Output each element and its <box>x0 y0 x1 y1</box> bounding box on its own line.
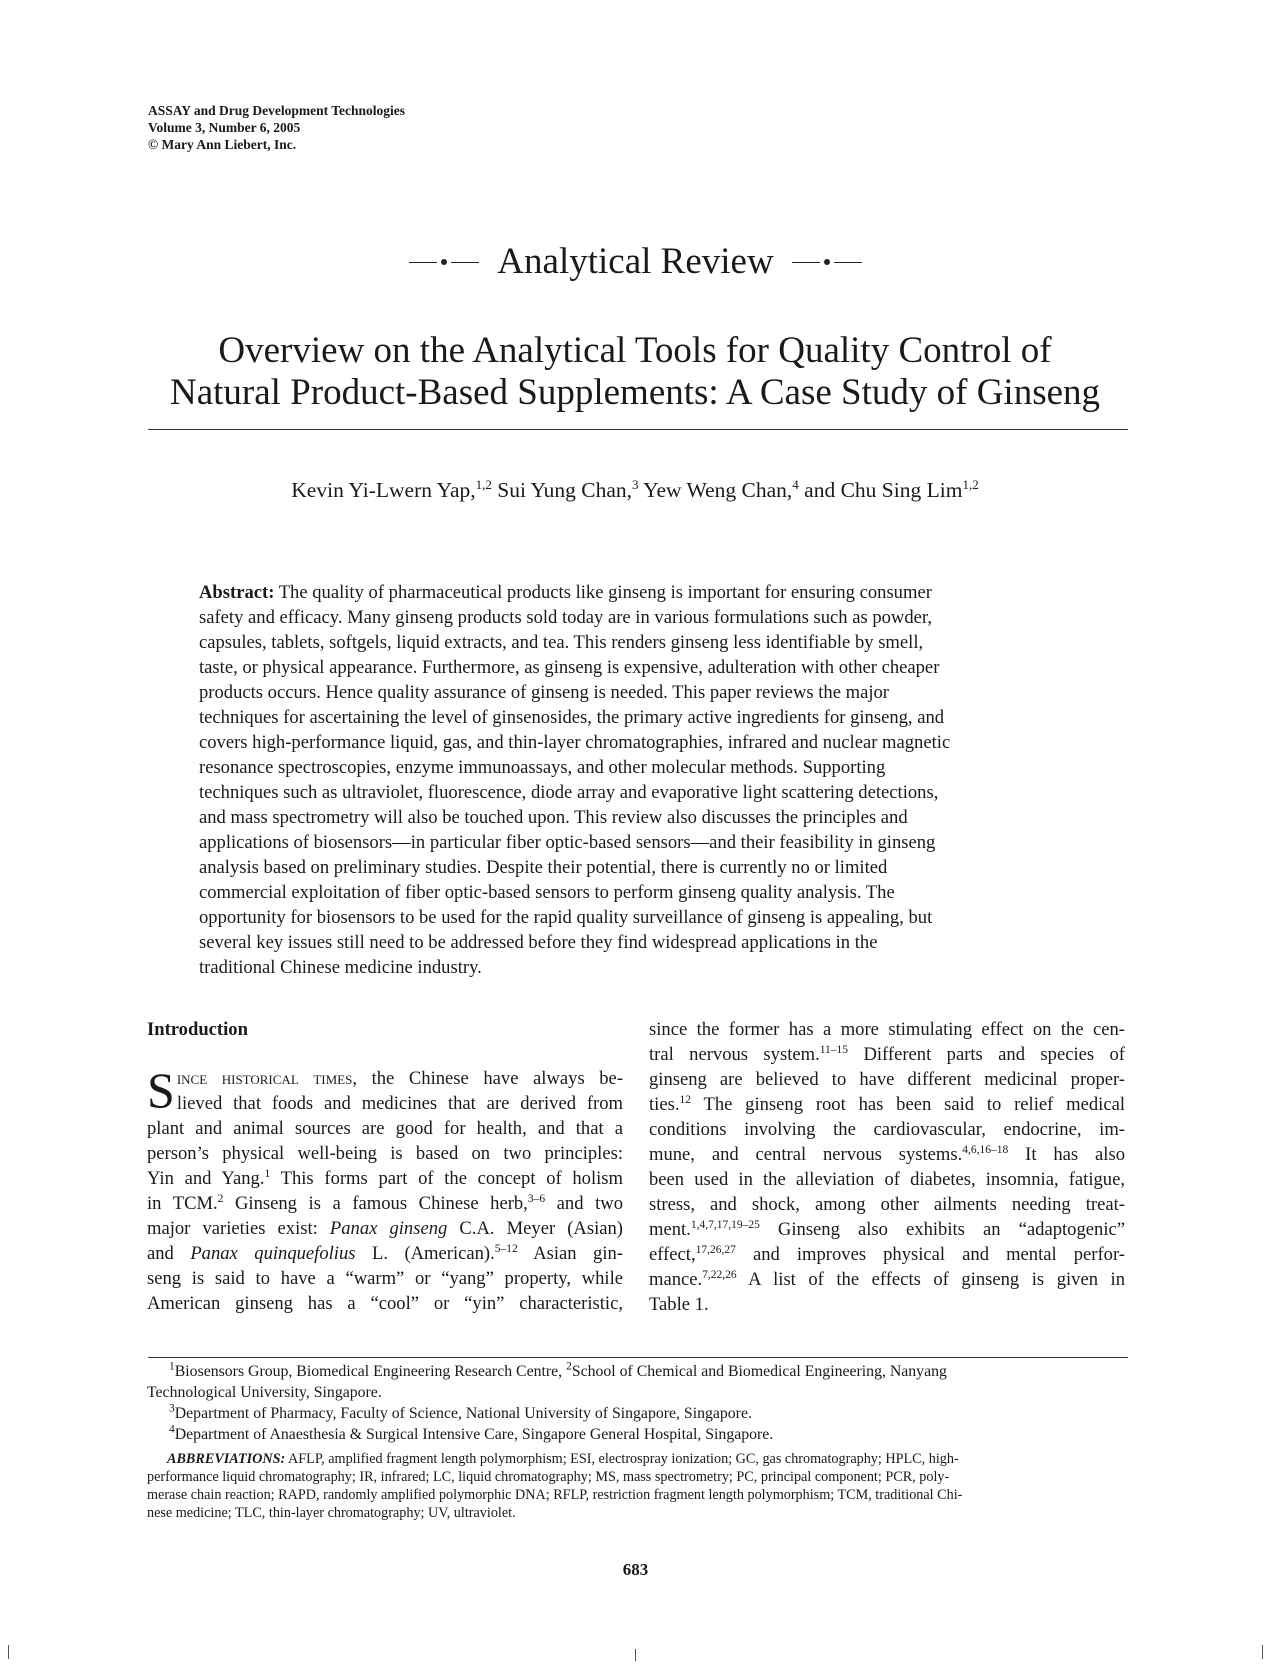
section-banner <box>0 240 1271 284</box>
body-line: and Panax quinquefolius L. (American).$^{5-12}$ Asian gin- <box>147 1242 624 1264</box>
abstract-line: Abstract: The quality of pharmaceutical products like ginseng is important for ensuring consumer <box>199 582 932 603</box>
ornament-right-icon <box>792 259 862 265</box>
author-affiliation: 1,2 <box>962 476 979 492</box>
crop-mark <box>8 1645 9 1659</box>
abstract-label: Abstract: <box>199 582 275 603</box>
introduction-column <box>147 1017 623 1316</box>
abstract-line: safety and efficacy. Many ginseng products sold today are in various formulations such as powder, <box>199 607 932 628</box>
right-column <box>649 1017 1125 1317</box>
journal-copyright: © Mary Ann Liebert, Inc. <box>148 137 297 152</box>
journal-volume: Volume 3, Number 6, 2005 <box>148 120 301 135</box>
crop-mark <box>1262 1645 1263 1659</box>
body-line: mance.$^{7,22,26}$ A list of the effects of ginseng is given in <box>649 1268 1125 1290</box>
abbreviations-line: performance liquid chromatography; IR, infrared; LC, liquid chromatography; MS, mass spectrometry; PC, principal component; PCR, poly- <box>147 1469 950 1485</box>
body-line: Yin and Yang.$^1$ This forms part of the concept of holism <box>147 1167 624 1189</box>
abbreviations-label: ABBREVIATIONS: <box>167 1451 286 1467</box>
body-line: ties.$^{12}$ The ginseng root has been said to relief medical <box>649 1093 1125 1115</box>
abstract-line: analysis based on preliminary studies. Despite their potential, there is currently no or limited <box>199 857 888 878</box>
author-affiliation: 4 <box>792 476 799 492</box>
journal-header <box>148 102 405 153</box>
footnote-line: Technological University, Singapore. <box>147 1384 382 1401</box>
body-line: Table 1. <box>649 1294 709 1315</box>
abbreviations-line: merase chain reaction; RAPD, randomly amplified polymorphic DNA; RFLP, restriction fragment length polymorphism; TCM, traditional Chi- <box>147 1487 963 1503</box>
abstract-line: taste, or physical appearance. Furthermore, as ginseng is expensive, adulteration with other cheaper <box>199 657 940 678</box>
abstract-line: products occurs. Hence quality assurance of ginseng is needed. This paper reviews the major <box>199 682 889 703</box>
footnote-line: $^1$Biosensors Group, Biomedical Engineering Research Centre, $^2$School of Chemical and Biomedical Engineering, Nanyang <box>169 1360 947 1380</box>
article-title <box>140 330 1130 414</box>
author-list <box>140 477 1130 503</box>
abbreviations-line: ABBREVIATIONS: AFLP, amplified fragment length polymorphism; ESI, electrospray ionization; GC, gas chromatography; HPLC, high- <box>167 1451 959 1467</box>
abstract-line: several key issues still need to be addressed before they find widespread applications in the <box>199 932 878 953</box>
affiliation-footnotes <box>147 1361 1127 1445</box>
body-line: major varieties exist: Panax ginseng C.A. Meyer (Asian) <box>147 1218 623 1239</box>
body-line: person’s physical well-being is based on two principles: <box>147 1143 623 1164</box>
body-line: ment.$^{1,4,7,17,19-25}$ Ginseng also exhibits an “adaptogenic” <box>649 1218 1125 1240</box>
title-line-1: Overview on the Analytical Tools for Quality Control of <box>218 330 1052 371</box>
body-line: tral nervous system.$^{11-15}$ Different parts and species of <box>649 1043 1125 1065</box>
author-affiliation: 1,2 <box>475 476 492 492</box>
title-divider <box>148 429 1128 430</box>
section-label: Analytical Review <box>497 241 774 282</box>
body-line: stress, and shock, among other ailments needing treat- <box>649 1194 1125 1215</box>
body-line: since the former has a more stimulating effect on the cen- <box>649 1019 1125 1040</box>
drop-cap: S <box>147 1062 175 1118</box>
body-line: American ginseng has a “cool” or “yin” characteristic, <box>147 1293 623 1314</box>
abstract <box>199 580 1079 980</box>
body-line: lieved that foods and medicines that are derived from <box>176 1093 623 1114</box>
title-line-2: Natural Product-Based Supplements: A Case Study of Ginseng <box>169 372 1101 413</box>
body-line: mune, and central nervous systems.$^{4,6,16-18}$ It has also <box>649 1143 1125 1165</box>
abstract-line: covers high-performance liquid, gas, and thin-layer chromatographies, infrared and nuclear magnetic <box>199 732 951 753</box>
author-name: Kevin Yi-Lwern Yap, <box>291 478 476 502</box>
body-line: effect,$^{17,26,27}$ and improves physical and mental perfor- <box>649 1243 1125 1265</box>
abbreviations <box>147 1450 1127 1522</box>
page-number: 683 <box>622 1560 649 1579</box>
author-affiliation: 3 <box>632 476 639 492</box>
abbreviations-line: nese medicine; TLC, thin-layer chromatography; UV, ultraviolet. <box>147 1505 516 1521</box>
footnote-line: $^3$Department of Pharmacy, Faculty of Science, National University of Singapore, Singapore. <box>169 1402 752 1422</box>
crop-mark <box>635 1649 636 1661</box>
footnote-divider <box>148 1357 1128 1358</box>
abstract-line: techniques for ascertaining the level of ginsenosides, the primary active ingredients for ginseng, and <box>199 707 945 728</box>
journal-name: ASSAY and Drug Development Technologies <box>148 103 406 118</box>
abstract-line: opportunity for biosensors to be used for the rapid quality surveillance of ginseng is appealing, but <box>199 907 933 928</box>
author-name: Yew Weng Chan, <box>643 478 793 502</box>
abstract-line: applications of biosensors—in particular fiber optic-based sensors—and their feasibility in ginseng <box>199 832 936 853</box>
footnote-line: $^4$Department of Anaesthesia & Surgical Intensive Care, Singapore General Hospital, Singapore. <box>169 1423 774 1443</box>
author-name: and Chu Sing Lim <box>804 478 963 502</box>
body-line: plant and animal sources are good for health, and that a <box>147 1118 623 1139</box>
author-name: Sui Yung Chan, <box>497 478 633 502</box>
section-heading-introduction: Introduction <box>147 1019 248 1040</box>
intro-paragraph <box>147 1062 624 1316</box>
abstract-line: and mass spectrometry will also be touched upon. This review also discusses the principles and <box>199 807 908 828</box>
abstract-line: resonance spectroscopies, enzyme immunoassays, and other molecular methods. Supporting <box>199 757 886 778</box>
body-line: conditions involving the cardiovascular, endocrine, im- <box>649 1119 1125 1140</box>
abstract-line: techniques such as ultraviolet, fluorescence, diode array and evaporative light scattering detections, <box>199 782 939 803</box>
body-line: in TCM.$^2$ Ginseng is a famous Chinese herb,$^{3-6}$ and two <box>147 1192 623 1214</box>
abstract-line: traditional Chinese medicine industry. <box>199 957 482 978</box>
body-line: ince historical times, the Chinese have always be- <box>176 1068 624 1089</box>
abstract-line: capsules, tablets, softgels, liquid extracts, and tea. This renders ginseng less identifiable by smell, <box>199 632 924 653</box>
body-line: been used in the alleviation of diabetes, insomnia, fatigue, <box>649 1169 1125 1190</box>
body-line: seng is said to have a “warm” or “yang” property, while <box>147 1268 623 1289</box>
ornament-left-icon <box>409 259 479 265</box>
body-line: ginseng are believed to have different medicinal proper- <box>649 1069 1125 1090</box>
abstract-line: commercial exploitation of fiber optic-based sensors to perform ginseng quality analysis. The <box>199 882 895 903</box>
